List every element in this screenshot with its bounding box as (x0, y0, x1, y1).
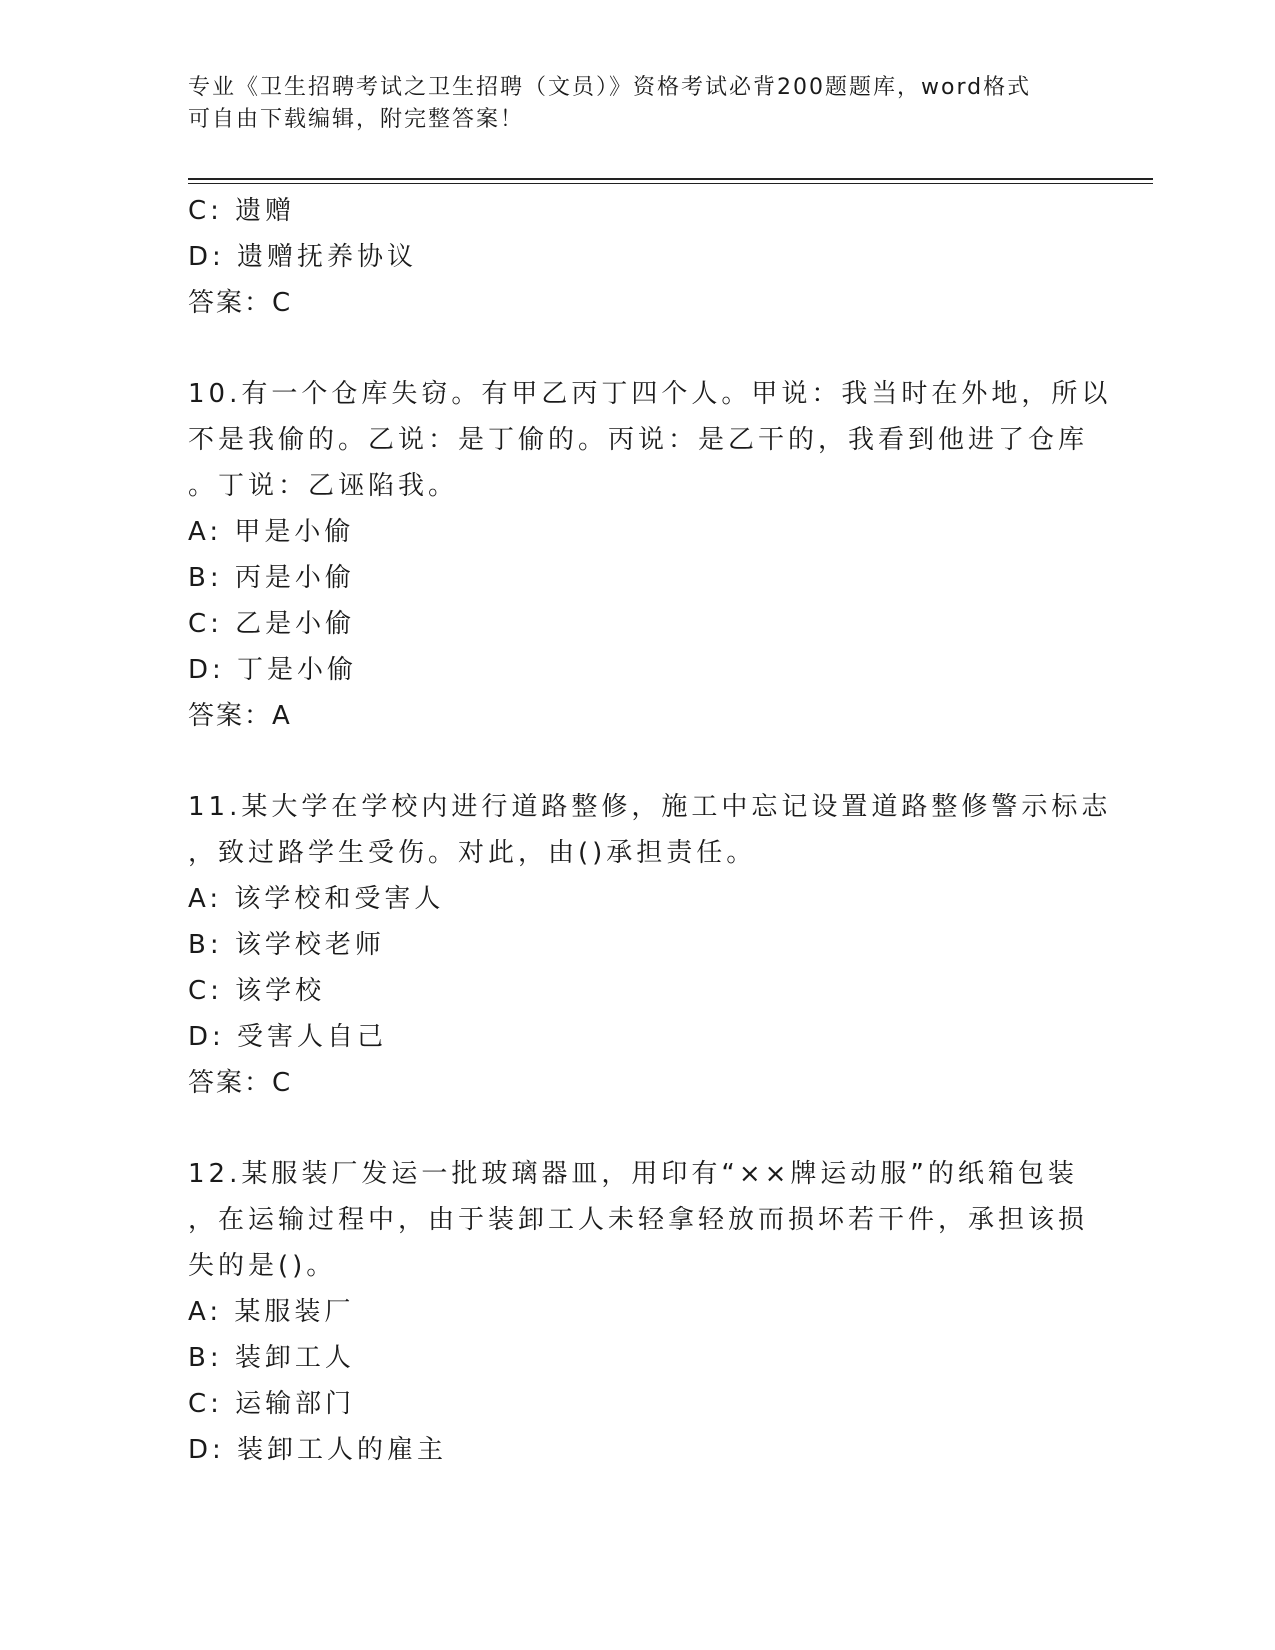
option-c: C: 遗赠 (188, 196, 296, 226)
option-a: A: 甲是小偷 (188, 517, 355, 547)
option-d: D: 丁是小偷 (188, 655, 358, 685)
question-spacer (188, 739, 1088, 784)
answer-line: 答案：C (188, 288, 293, 318)
question-stem: ，在运输过程中，由于装卸工人未轻拿轻放而损坏若干件，承担该损 (188, 1205, 1089, 1235)
question-spacer (188, 326, 1088, 371)
option-b: B: 该学校老师 (188, 930, 385, 960)
question-stem: 失的是()。 (188, 1251, 337, 1281)
question-stem: 不是我偷的。乙说：是丁偷的。丙说：是乙干的，我看到他进了仓库 (188, 425, 1089, 455)
header-line-1: 专业《卫生招聘考试之卫生招聘（文员）》资格考试必背200题题库，word格式 (188, 75, 1032, 100)
question-spacer (188, 1106, 1088, 1151)
option-b: B: 丙是小偷 (188, 563, 355, 593)
question-stem: 10.有一个仓库失窃。有甲乙丙丁四个人。甲说：我当时在外地，所以 (188, 379, 1112, 409)
question-9-tail (188, 188, 1088, 326)
option-d: D: 遗赠抚养协议 (188, 242, 418, 272)
question-12 (188, 1151, 1088, 1473)
header-line-2: 可自由下载编辑，附完整答案！ (188, 107, 525, 132)
option-b: B: 装卸工人 (188, 1343, 355, 1373)
option-d: D: 装卸工人的雇主 (188, 1435, 448, 1465)
option-c: C: 运输部门 (188, 1389, 356, 1419)
header-divider-thin (188, 183, 1153, 184)
question-stem: 12.某服装厂发运一批玻璃器皿，用印有“××牌运动服”的纸箱包装 (188, 1159, 1078, 1189)
question-11 (188, 784, 1112, 1106)
option-a: A: 该学校和受害人 (188, 884, 445, 914)
question-10 (188, 371, 1112, 739)
option-a: A: 某服装厂 (188, 1297, 355, 1327)
question-stem: 11.某大学在学校内进行道路整修，施工中忘记设置道路整修警示标志 (188, 792, 1112, 822)
option-d: D: 受害人自己 (188, 1022, 388, 1052)
question-stem: ，致过路学生受伤。对此，由()承担责任。 (188, 838, 757, 868)
answer-line: 答案：C (188, 1068, 293, 1098)
option-c: C: 该学校 (188, 976, 326, 1006)
option-c: C: 乙是小偷 (188, 609, 356, 639)
question-list (188, 188, 1112, 1473)
answer-line: 答案：A (188, 701, 292, 731)
header-divider-thick (188, 178, 1153, 180)
question-stem: 。丁说：乙诬陷我。 (188, 471, 459, 501)
document-header (188, 72, 1068, 136)
